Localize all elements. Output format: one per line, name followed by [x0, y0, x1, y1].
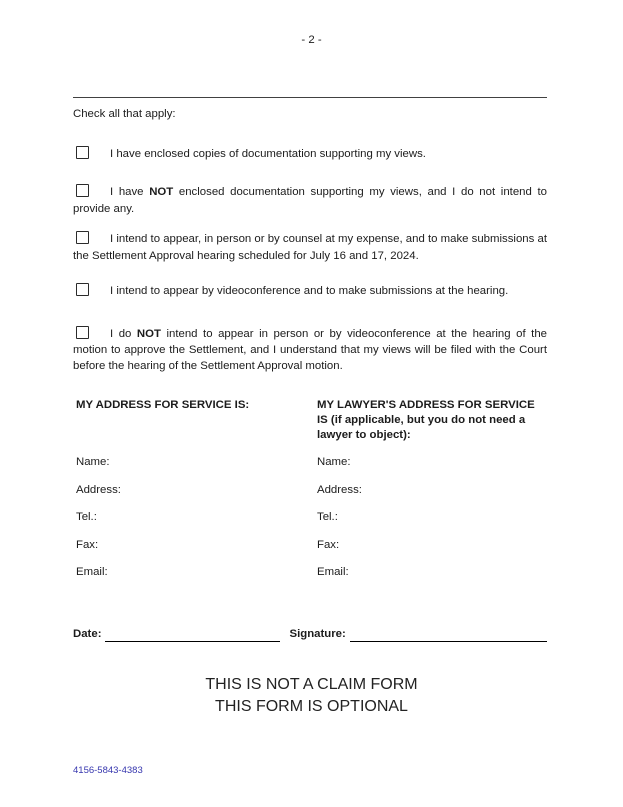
- field-label-name: Name:: [76, 456, 110, 468]
- checkbox-item: [73, 326, 547, 374]
- field-label-name: Name:: [317, 456, 351, 468]
- checkbox[interactable]: [76, 326, 89, 339]
- form-notice: [0, 674, 623, 718]
- checkbox-item-text-bold: NOT: [136, 328, 161, 340]
- notice-line-1: THIS IS NOT A CLAIM FORM: [205, 676, 418, 693]
- page-number: - 2 -: [301, 34, 322, 46]
- field-label-fax: Fax:: [317, 538, 340, 551]
- checkbox[interactable]: [76, 146, 89, 159]
- checkbox-item-text: I have: [110, 186, 150, 198]
- checkbox-item: [73, 146, 547, 163]
- checklist: [73, 146, 547, 396]
- checkbox-item: [73, 283, 547, 300]
- signature-row: [73, 627, 547, 642]
- lawyer-address-heading: MY LAWYER'S ADDRESS FOR SERVICE IS (if applicable, but you do not need a lawyer to object):: [317, 399, 535, 441]
- checkbox-item: [73, 231, 547, 265]
- field-label-address: Address:: [76, 483, 121, 496]
- checkbox[interactable]: [76, 283, 89, 296]
- field-label-tel: Tel.:: [317, 511, 338, 523]
- checkbox[interactable]: [76, 184, 89, 197]
- checklist-instruction: Check all that apply:: [73, 108, 176, 120]
- checkbox-item-text-bold: NOT: [149, 186, 174, 198]
- checkbox-item-text: I do: [110, 328, 137, 340]
- signature-label: Signature:: [289, 628, 346, 640]
- field-label-email: Email:: [76, 566, 108, 578]
- checkbox-item-text: intend to appear in person or by videoconference at the hearing of the motion to approve the Settlement, and I understand that my views will be filed with the Court before the hearing of the Settlement Approval motion.: [73, 328, 547, 372]
- date-fill-line[interactable]: [105, 627, 280, 642]
- signature-fill-line[interactable]: [350, 627, 547, 642]
- checkbox-item-text: I have enclosed copies of documentation supporting my views.: [110, 148, 426, 160]
- date-label: Date:: [73, 628, 102, 640]
- section-divider: [73, 97, 547, 98]
- checkbox-item-text: I intend to appear by videoconference and to make submissions at the hearing.: [110, 285, 509, 297]
- checkbox[interactable]: [76, 231, 89, 244]
- field-label-address: Address:: [317, 483, 362, 496]
- checkbox-item: [73, 184, 547, 218]
- document-id: 4156-5843-4383: [73, 765, 143, 776]
- checkbox-item-text: enclosed documentation supporting my views, and I do not intend to provide any.: [73, 186, 547, 215]
- my-address-heading: MY ADDRESS FOR SERVICE IS:: [76, 399, 250, 411]
- field-label-fax: Fax:: [76, 538, 99, 551]
- field-label-email: Email:: [317, 566, 349, 578]
- address-section: [73, 398, 547, 593]
- field-label-tel: Tel.:: [76, 511, 97, 523]
- checkbox-item-text: I intend to appear, in person or by counsel at my expense, and to make submissions at the Settlement Approval hearing scheduled for July 16 and 17, 2024.: [73, 233, 547, 262]
- notice-line-2: THIS FORM IS OPTIONAL: [215, 698, 408, 715]
